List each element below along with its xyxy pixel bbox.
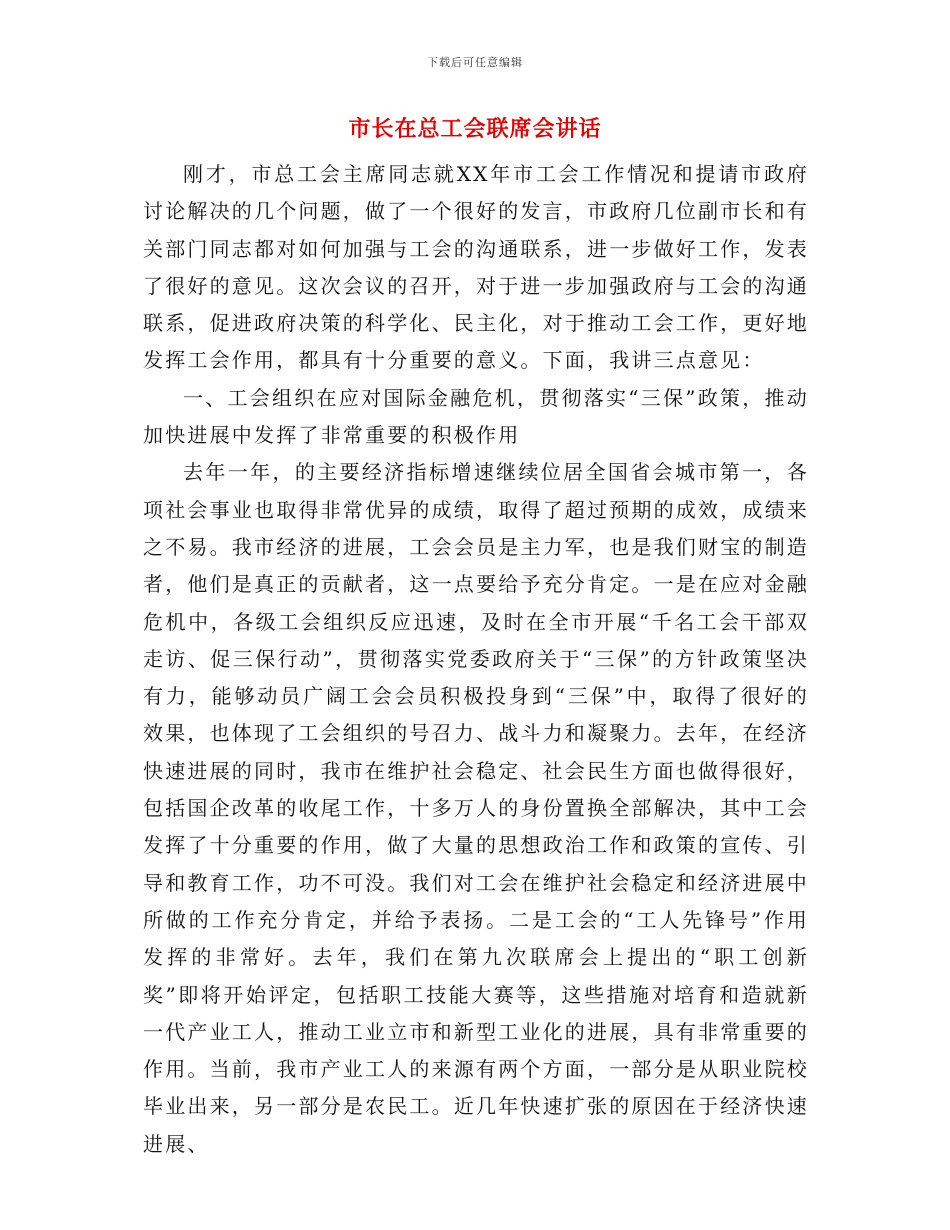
document-title: 市长在总工会联席会讲话: [348, 116, 602, 142]
paragraph-intro: 刚才，市总工会主席同志就XX年市工会工作情况和提请市政府讨论解决的几个问题，做了一个很好的发言，市政府几位副市长和有关部门同志都对如何加强与工会的沟通联系，进一步做好工作，发表了很好的意见。这次会议的召开，对于进一步加强政府与工会的沟通联系，促进政府决策的科学化、民主化，对于推动工会工作，更好地发挥工会作用，都具有十分重要的意义。下面，我讲三点意见：: [143, 162, 809, 373]
paragraph-heading-one: 一、工会组织在应对国际金融危机，贯彻落实“三保”政策，推动加快进展中发挥了非常重要的积极作用: [143, 385, 809, 448]
header-note: 下载后可任意编辑: [427, 56, 523, 69]
document-body: [143, 156, 809, 1163]
paragraph-last-year: 去年一年，的主要经济指标增速继续位居全国省会城市第一，各项社会事业也取得非常优异的成绩，取得了超过预期的成效，成绩来之不易。我市经济的进展，工会会员是主力军，也是我们财宝的制造者，他们是真正的贡献者，这一点要给予充分肯定。一是在应对金融危机中，各级工会组织反应迅速，及时在全市开展“千名工会干部双走访、促三保行动”，贯彻落实党委政府关于“三保”的方针政策坚决有力，能够动员广阔工会会员积极投身到“三保”中，取得了很好的效果，也体现了工会组织的号召力、战斗力和凝聚力。去年，在经济快速进展的同时，我市在维护社会稳定、社会民生方面也做得很好，包括国企改革的收尾工作，十多万人的身份置换全部解决，其中工会发挥了十分重要的作用，做了大量的思想政治工作和政策的宣传、引导和教育工作，功不可没。我们对工会在维护社会稳定和经济进展中所做的工作充分肯定，并给予表扬。二是工会的“工人先锋号”作用发挥的非常好。去年，我们在第九次联席会上提出的“职工创新奖”即将开始评定，包括职工技能大赛等，这些措施对培育和造就新一代产业工人，推动工业立市和新型工业化的进展，具有非常重要的作用。当前，我市产业工人的来源有两个方面，一部分是从职业院校毕业出来，另一部分是农民工。近几年快速扩张的原因在于经济快速进展、: [143, 460, 809, 1156]
